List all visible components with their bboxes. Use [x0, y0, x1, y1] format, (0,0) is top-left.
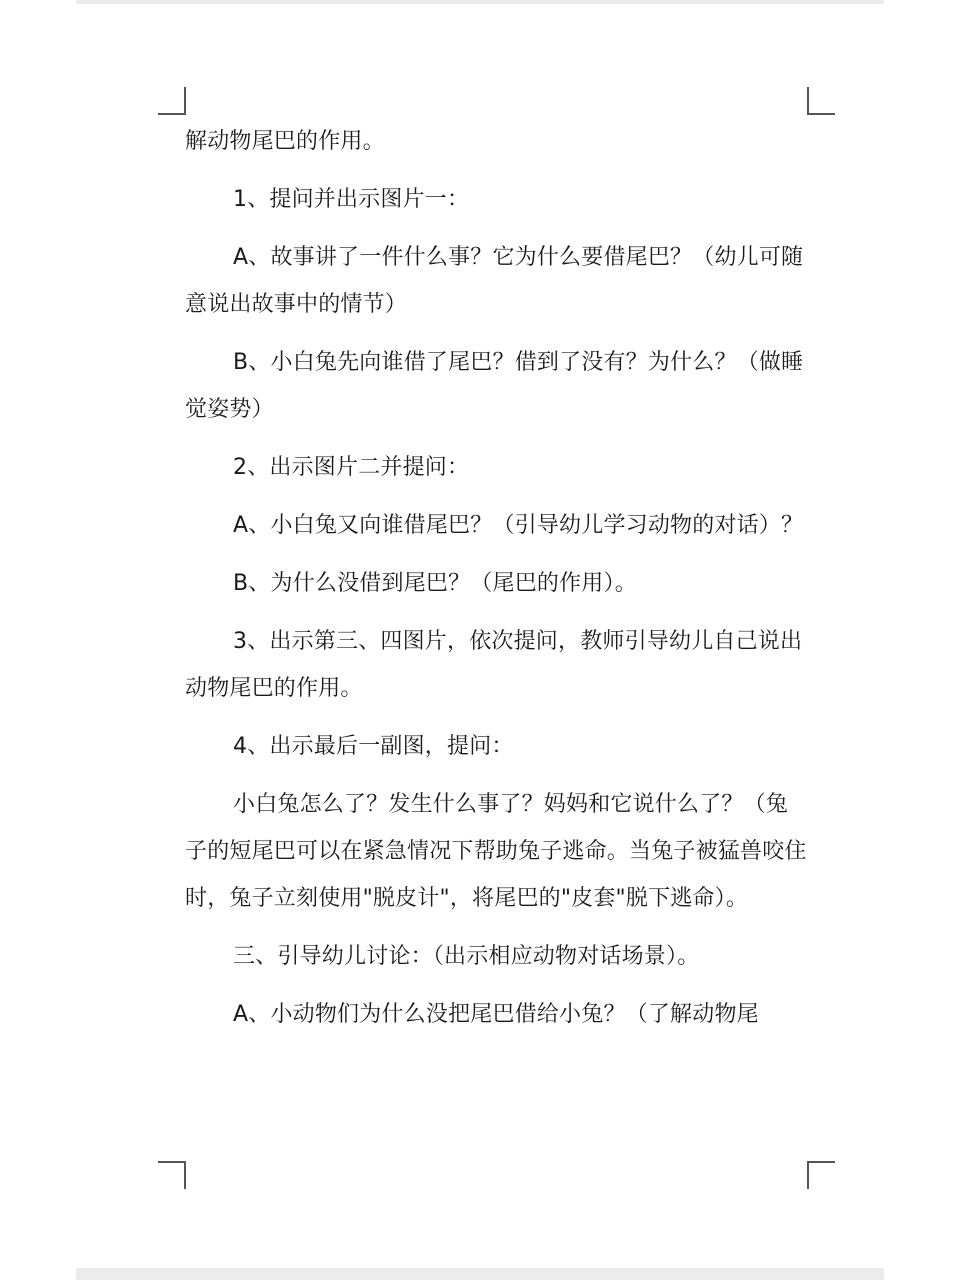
document-body[interactable]: [185, 118, 810, 1049]
paragraph: 4、出示最后一副图，提问：: [233, 734, 514, 759]
paragraph: 2、出示图片二并提问：: [233, 455, 470, 480]
paragraph: A、故事讲了一件什么事？它为什么要借尾巴？（幼儿可随意说出故事中的情节）: [185, 245, 804, 317]
margin-corner-bottom-right: [807, 1161, 835, 1189]
paragraph: 1、提问并出示图片一：: [233, 187, 470, 212]
paragraph: 3、出示第三、四图片，依次提问，教师引导幼儿自己说出动物尾巴的作用。: [185, 629, 803, 701]
paragraph: B、为什么没借到尾巴？（尾巴的作用）。: [233, 571, 637, 596]
margin-corner-top-right: [807, 87, 835, 115]
margin-corner-top-left: [158, 87, 186, 115]
paragraph: A、小白兔又向谁借尾巴？（引导幼儿学习动物的对话）？: [233, 513, 804, 538]
paragraph: 三、引导幼儿讨论：（出示相应动物对话场景）。: [233, 944, 700, 969]
paragraph: A、小动物们为什么没把尾巴借给小兔？（了解动物尾: [233, 1002, 759, 1027]
margin-corner-bottom-left: [158, 1161, 186, 1189]
paragraph: 解动物尾巴的作用。: [185, 129, 385, 154]
paragraph: 小白兔怎么了？发生什么事了？妈妈和它说什么了？（兔子的短尾巴可以在紧急情况下帮助兔子逃命。当兔子被猛兽咬住时，兔子立刻使用"脱皮计"，将尾巴的"皮套"脱下逃命）。: [185, 792, 807, 911]
paragraph: B、小白兔先向谁借了尾巴？借到了没有？为什么？（做睡觉姿势）: [185, 350, 804, 422]
previous-page-edge: [76, 0, 884, 4]
next-page-edge: [76, 1268, 884, 1280]
